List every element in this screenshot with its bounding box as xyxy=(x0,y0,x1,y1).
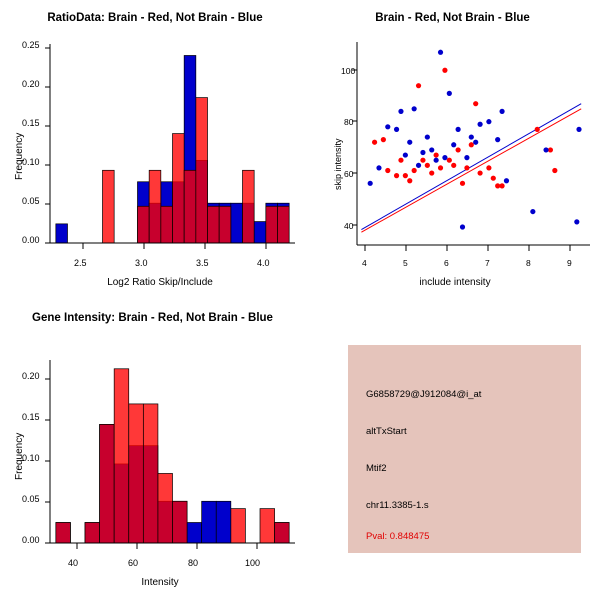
panel-gene-xtick-3: 100 xyxy=(245,558,261,568)
panel-ratio-ytick-1: 0.05 xyxy=(22,196,40,206)
panel-gene-plot xyxy=(0,300,310,600)
panel-gene-xtick-2: 80 xyxy=(188,558,199,568)
panel-scatter-xtick-2: 6 xyxy=(444,258,449,268)
panel-ratio-ylabel: Frequency xyxy=(14,132,25,180)
panel-ratio-xtick-2: 3.5 xyxy=(196,258,209,268)
panel-gene-histogram xyxy=(0,300,310,600)
panel-gene-ytick-0: 0.00 xyxy=(22,535,40,545)
panel-scatter-xtick-1: 5 xyxy=(403,258,408,268)
panel-scatter-ylabel: skip intensity xyxy=(333,138,343,190)
info-line-gene-symbol: Mtif2 xyxy=(366,463,387,474)
probe-info-box xyxy=(348,345,581,553)
panel-ratio-ytick-2: 0.10 xyxy=(22,157,40,167)
panel-ratio-xlabel: Log2 Ratio Skip/Include xyxy=(107,277,213,288)
panel-scatter-xtick-4: 8 xyxy=(526,258,531,268)
panel-scatter-title: Brain - Red, Not Brain - Blue xyxy=(375,12,530,24)
info-line-probe-id: G6858729@J912084@i_at xyxy=(366,389,482,400)
panel-ratio-ytick-3: 0.15 xyxy=(22,118,40,128)
info-line-event-type: altTxStart xyxy=(366,426,407,437)
panel-ratio-xtick-1: 3.0 xyxy=(135,258,148,268)
panel-scatter-xtick-3: 7 xyxy=(485,258,490,268)
info-line-locus: chr11.3385-1.s xyxy=(366,500,429,511)
panel-ratio-ytick-0: 0.00 xyxy=(22,235,40,245)
panel-scatter xyxy=(305,0,600,300)
panel-ratio-xtick-3: 4.0 xyxy=(257,258,270,268)
panel-gene-ylabel: Frequency xyxy=(14,432,25,480)
panel-scatter-xlabel: include intensity xyxy=(419,277,491,288)
panel-gene-ytick-4: 0.20 xyxy=(22,371,40,381)
panel-ratio-xtick-0: 2.5 xyxy=(74,258,87,268)
panel-ratio-title: RatioData: Brain - Red, Not Brain - Blue xyxy=(47,12,263,24)
panel-scatter-ytick-2: 80 xyxy=(344,117,354,127)
panel-gene-ytick-1: 0.05 xyxy=(22,494,40,504)
panel-scatter-ytick-1: 60 xyxy=(344,169,354,179)
panel-gene-xtick-0: 40 xyxy=(68,558,79,568)
panel-ratio-ytick-4: 0.20 xyxy=(22,79,40,89)
panel-gene-title: Gene Intensity: Brain - Red, Not Brain - Blue xyxy=(32,312,273,324)
panel-scatter-xtick-5: 9 xyxy=(567,258,572,268)
panel-scatter-plot xyxy=(305,0,600,300)
panel-gene-xtick-1: 60 xyxy=(128,558,139,568)
panel-ratio-histogram xyxy=(0,0,310,300)
panel-scatter-ytick-0: 40 xyxy=(344,221,354,231)
panel-gene-ytick-3: 0.15 xyxy=(22,412,40,422)
panel-ratio-ytick-5: 0.25 xyxy=(22,40,40,50)
info-line-pval: Pval: 0.848475 xyxy=(366,531,430,542)
panel-ratio-plot xyxy=(0,0,310,300)
panel-scatter-ytick-3: 100 xyxy=(341,66,356,76)
panel-gene-ytick-2: 0.10 xyxy=(22,453,40,463)
panel-scatter-xtick-0: 4 xyxy=(362,258,367,268)
panel-gene-xlabel: Intensity xyxy=(141,577,179,588)
